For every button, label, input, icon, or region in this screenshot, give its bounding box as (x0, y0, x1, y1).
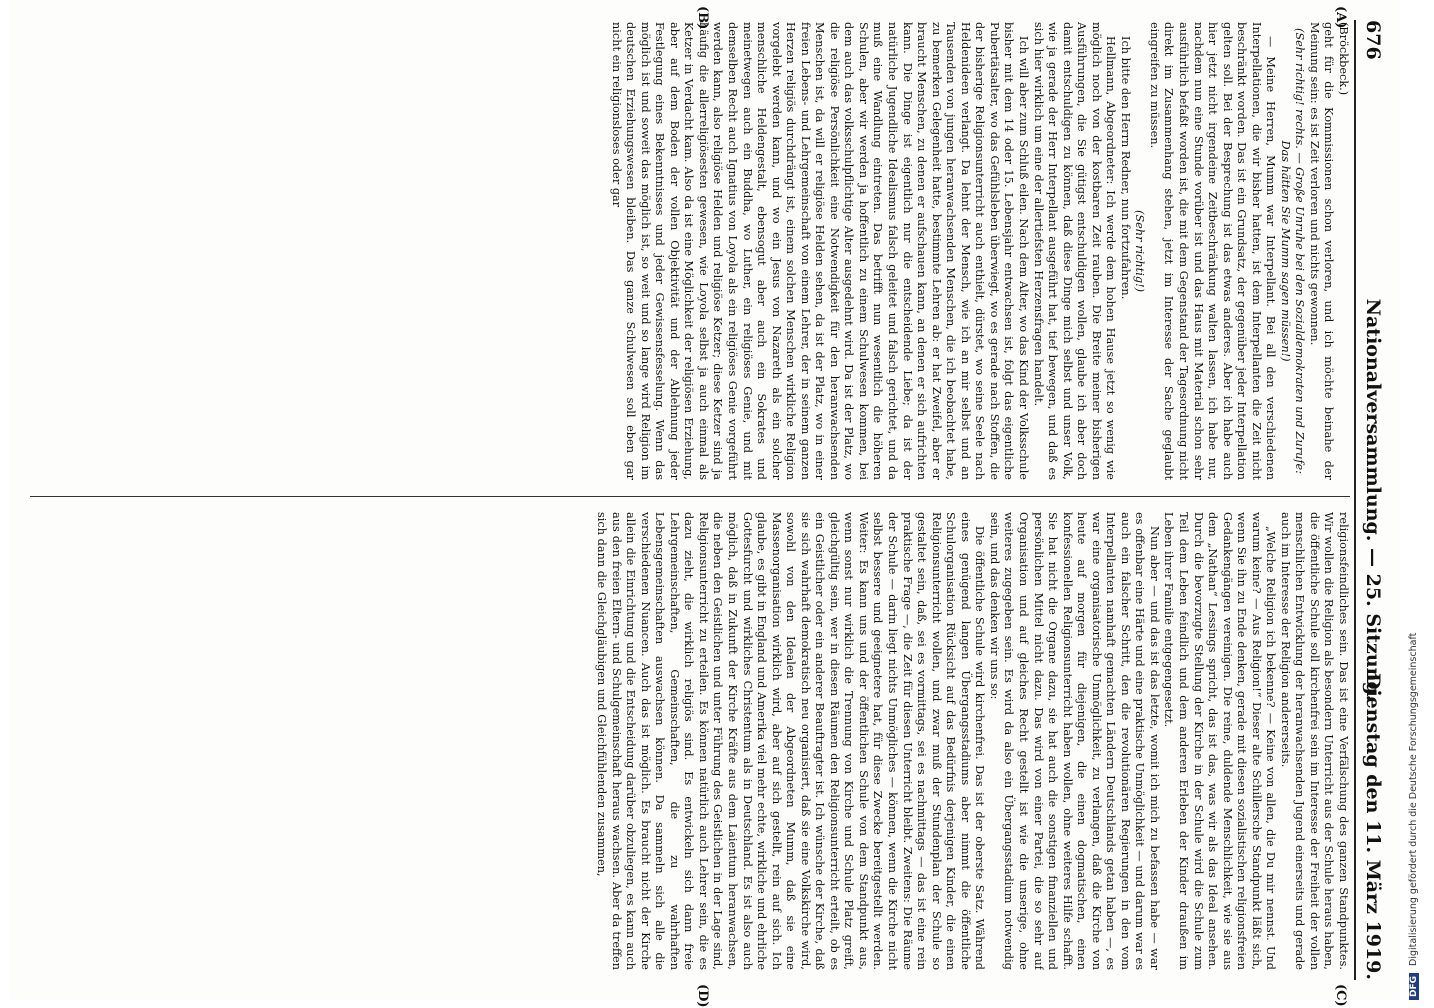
paragraph: Ich will aber zum Schluß eilen. Nach dem Alter, wo das Kind der Volksschule bisher mit dem 14 oder 15. Lebensjahr entwachsen ist, folgt das eigentliche Pubertätsalter, wo das Gefühlsleben überwiegt, wo es gerade nach Stoffen, die der bisherige Religionsunterricht auch enthielt, dürstet, wo seine Seele nach Heldenideen verlangt. Da lehnt der Mensch, wie ich an mir selbst und an Tausenden von jungen heranwachsenden Menschen, die ich beobachtet habe, zu bemerken Gelegenheit hatte, bestimmte Lehren ab: er hat Zweifel, aber er braucht Menschen, zu denen er aufschauen kann, an denen er sich aufrichten kann. Die Dinge ist eigentlich nur die entscheidende Liebe; da ist der natürliche Jugendliche Idealismus falsch geleitet und falsch gerichtet, und da muß eine Wandlung eintreten. Das betrifft nun wesentlich die höheren Schulen, aber wir werden ja hoffentlich zu einem Schulwesen kommen, bei dem auch das volksschulpflichtige Alter ausgedehnt wird. Da ist der Platz, wo die religiöse Persönlichkeit eine Notwendigkeit für den heranwachsenden Menschen ist, da will er religiöse Helden sehen, da ist der Platz, wo in einer freien Lebens- und Lehrgemeinschaft von einem Lehrer, der in seinem ganzen Herzen religiös durchdrängt ist, einem solchen Menschen wirkliche Religion vorgelebt werden kann, und wo ein Jesus von Nazareth als ein solcher menschliche Heldengestalt, ebensogut aber auch ein Sokrates und meinetwegen auch ein Buddha, wo Luther, ein religiöses Genie, und mit demselben Recht auch Ignatius von Loyola als ein religiöses Genie vorgeführt werden kann, also religiöse Helden und religiöse Ketzer; diese Ketzer sind ja häufig die allerreligiösesten gewesen, wie Loyola selbst ja auch einmal als Ketzer in Verdacht kam. Also da ist eine Möglichkeit der religiösen Erziehung, aber auf dem Boden der vollen Objektivität und der Ablehnung jeder Festlegung eines Bekenntnisses und jeder Gewissensfesselung. Wenn das möglich ist und soweit das möglich ist, so weit und so lange wird Religion im deutschen Erziehungswesen bleiben. Das ganze Schulwesen soll eben gar nicht ein religionsloses oder gar (609, 22, 1030, 480)
paragraph: „Welche Religion ich bekenne? — Keine von allen, die Du mir nennst. Und warum keine? — Aus Religion!“ Dieser alte Schillersche Standpunkt läßt sich, wenn Sie ihn zu Ende denken, gerade mit diesen sozialistischen religionsfreien Gedankengängen vereinigen. Die reine, duldende Menschlichkeit, wie sie aus dem „Nathan“ Lessings spricht, das ist das, was wir als das Ideal ansehen. Durch die bevorzugte Stellung der Kirche in der Schule wird die Schule zum Teil dem Leben feindlich und dem anderen Erleben der Kinder draußen im Leben ihrer Familie entgegengesetzt. (1162, 512, 1278, 970)
paragraph: religionsfeindliches sein. Das ist eine Verfälschung des ganzen Standpunktes. Wir wollen die Religion als besondern Unterricht aus der Schule heraus haben, die öffentliche Schule soll kirchenfrei sein im Interesse der Freiheit der vollen menschlichen Entwicklung der heranwachsenden Jugend einerseits und gerade auch im Interesse der Religion andererseits. (1278, 512, 1350, 970)
column-divider (30, 496, 1350, 497)
page-header (1354, 20, 1386, 980)
page-title: Nationalversammlung. — 25. Sitzung. (1362, 298, 1384, 702)
right-column (30, 512, 1350, 970)
digitization-credit (1408, 0, 1419, 1000)
paragraph: Hellmann, Abgeordneter: Ich werde dem hohen Hause jetzt so wenig wie möglich noch von der kostbaren Zeit rauben. Die Breite meiner bisherigen Ausführungen, die Sie gütigst entschuldigen wollen, glaube ich aber doch damit entschuldigen zu können, daß diese Dinge mich selbst und unser Volk, wie ja gerade der Herr Interpellant ausgeführt hat, tief bewegen, und daß es sich hier wirklich um eine der allertiefsten Herzensfragen handelt. (1031, 22, 1118, 480)
paragraph: geht für die Kommissionen schon verloren, und ich möchte beinahe der Meinung sein: es ist Zeit verloren und nichts gewonnen. (1307, 22, 1336, 480)
credit-text: Digitalisierung gefördert durch die Deutsche Forschungsgemeinschaft (1408, 632, 1419, 966)
margin-marker-a: (A) (1333, 6, 1348, 29)
margin-marker-b: (B) (695, 6, 710, 30)
paragraph: — Meine Herren, Mumm war Interpellant. Bei all den verschiedenen Interpellationen, die wir bisher hatten, ist dem Interpellanten die Zeit nicht beschränkt worden. Das ist ein Grundsatz, der gegenüber jeder Interpellation gelten soll. Bei der Besprechung ist das etwas anderes. Aber ich habe auch hier jetzt nicht irgendeine Zeitbeschränkung walten lassen, ich habe nur, nachdem nun eine Stunde vorüber ist und das Haus mit Material schon sehr ausführlich befaßt worden ist, die mit dem Gegenstand der Tagesordnung nicht direkt im Zusammenhang stehen, jetzt im Interesse der Sache geglaubt eingreifen zu müssen. (1147, 22, 1278, 480)
interjection: (Sehr richtig! rechts. — Große Unruhe bei den Sozialdemokraten und Zurufe: Das hätten Sie Mumm sagen müssen!) (1278, 27, 1307, 475)
margin-marker-d: (D) (695, 984, 710, 1008)
document-page (10, 0, 1400, 1008)
interjection: (Sehr richtig!) (1133, 209, 1147, 293)
paragraph: Ich bitte den Herrn Redner, nun fortzufahren. (1118, 36, 1132, 300)
session-date: Dienstag den 11. März 1919. (1362, 672, 1384, 980)
dfg-logo: DFG (1409, 973, 1419, 1000)
margin-marker-c: (C) (1333, 984, 1348, 1007)
paragraph: Nun aber — und das ist das letzte, womit ich mich zu befassen habe — war es offenbar eine Härte und eine praktische Unmöglichkeit — und darum war es auch ein falscher Schritt, den die revolutionären Regierungen in den vom Interpellanten namhaft gemachten Ländern Deutschlands getan haben —, es war eine organisatorische Unmöglichkeit, zu verlangen, daß die Kirche von heute auf morgen für diejenigen, die einen dogmatischen, einen konfessionellen Religionsunterricht haben wollen, ohne weiteres Hilfe schafft. Sie hat nicht die Organe dazu, sie hat auch die sonstigen finanziellen und persönlichen Mittel nicht dazu. Das wird von einer Partei, die so sehr auf Organisation und auf gleiches Recht gestellt ist wie die unserige, ohne weiteres zugegeben sein. Es wird da also ein Übergangsstadium notwendig sein, und das denken wir uns so: (987, 512, 1161, 970)
paragraph: Die öffentliche Schule wird kirchenfrei. Das ist der oberste Satz. Während eines genügend langen Übergangsstadiums aber nimmt die öffentliche Schulorganisation Rücksicht auf das Bedürfnis derjenigen Kinder, die einen Religionsunterricht wollen, und zwar muß der Stundenplan der Schule so gestaltet sein, daß, sei es vormittags, sei es nachmittags — das ist eine rein praktische Frage —, die Zeit für diesen Unterricht bleibt. Zweitens: Die Räume der Schule — darin liegt nichts Unmögliches — können, wenn die Kirche nicht selbst bessere und geeignetere hat, für diese Zwecke bereitgestellt werden. Weiter: Es kann uns und der öffentlichen Schule von dem Standpunkt aus, wenn sonst nur wirklich die Trennung von Kirche und Schule Platz greift, gleichgültig sein, wer in diesen Räumen den Religionsunterricht erteilt, ob es ein Geistlicher oder ein anderer Beauftragter ist. Ich wünsche der Kirche, daß sie sich wahrhaft demokratisch neu organisiert, daß sie eine Volkskirche wird, sowohl von den Idealen der Abgeordneten Mumm, daß sie eine Massenorganisation wirklich wird, aber auf sich gestellt, rein auf sich. Ich glaube, es gibt in England und Amerika viel mehr echte, wirkliche und ehrliche Gottesfurcht und wirkliches Christentum als in Deutschland. Es ist also auch möglich, daß in Zukunft der Kirche Kräfte aus dem Laientum heranwachsen, die neben den Geistlichen und unter Führung des Geistlichen in der Lage sind, Religionsunterricht zu erteilen. Es können natürlich auch Lehrer sein, die es dazu zieht, die wirklich religiös sind. Es entwickeln sich dann freie Lehrgemeinschaften, Gemeinschaften, die zu wahrhaften Lebensgemeinschaften auswachsen können. Da sammeln sich alle die verschiedenen Nuancen. Auch das ist möglich. Es braucht nicht der Kirche allein die Einrichtung und die Entscheidung darüber obzuliegen, es kann auch aus den freien Eltern- und Schulgemeinschaft heraus wachsen. Aber da treffen sich dann die Gleichgläubigen und Gleichfühlenden zusammen, (595, 512, 987, 970)
left-column (30, 22, 1350, 480)
speaker-tag: (Bröckbeck.) (1337, 22, 1350, 96)
page-number: 676 (1362, 20, 1384, 60)
